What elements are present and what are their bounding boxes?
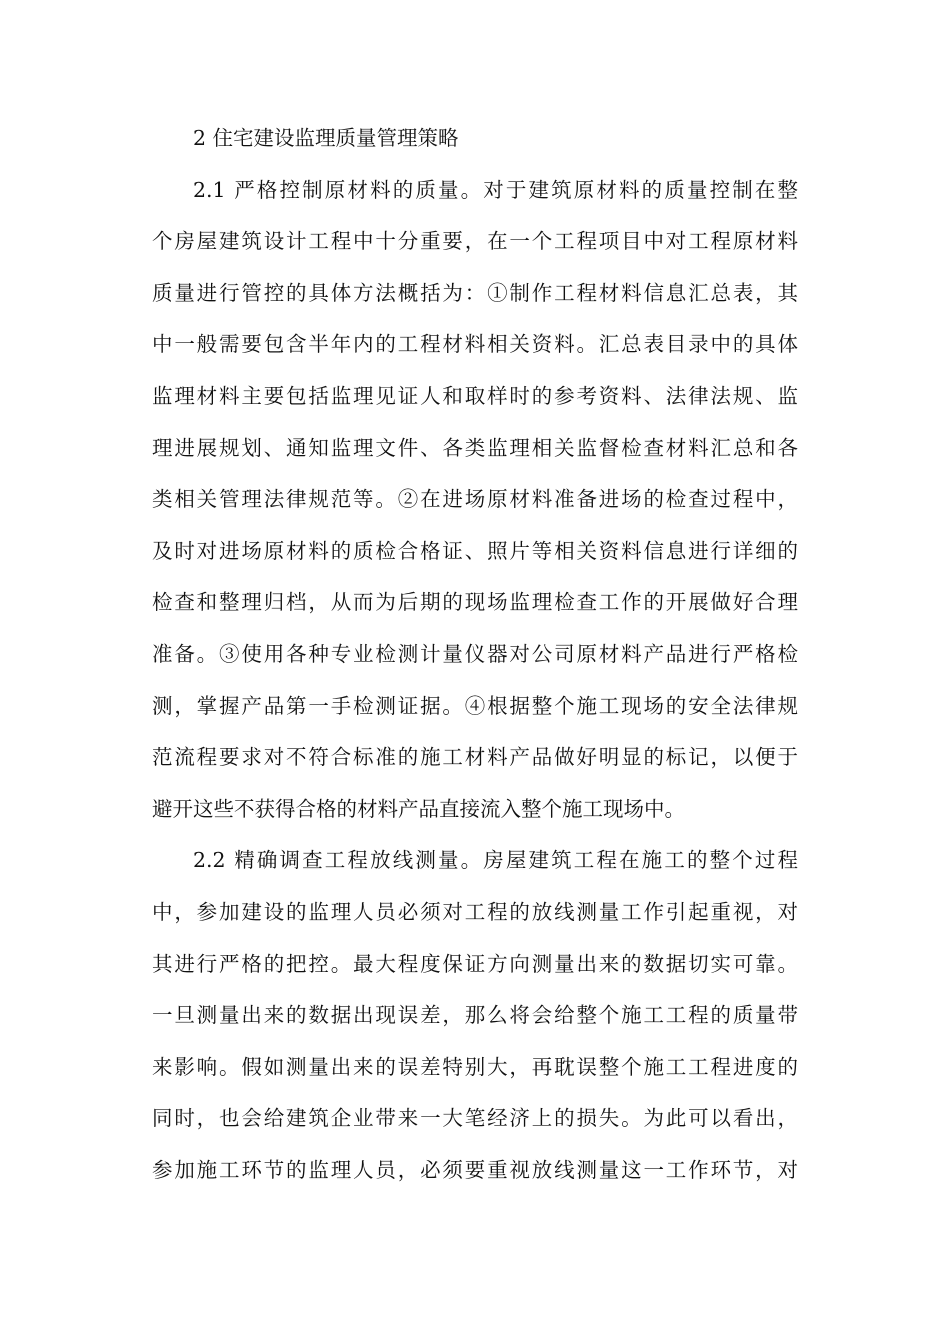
- paragraph-line: 及时对进场原材料的质检合格证、照片等相关资料信息进行详细的: [152, 538, 798, 563]
- paragraph-line: 准备。③使用各种专业检测计量仪器对公司原材料产品进行严格检: [152, 641, 798, 666]
- section-heading: 2 住宅建设监理质量管理策略: [193, 126, 459, 150]
- paragraph-line: 来影响。假如测量出来的误差特别大，再耽误整个施工工程进度的: [152, 1054, 798, 1079]
- document-body: [152, 117, 798, 1200]
- paragraph-line: 2.1 严格控制原材料的质量。对于建筑原材料的质量控制在整: [193, 177, 798, 202]
- paragraph-line: 中一般需要包含半年内的工程材料相关资料。汇总表目录中的具体: [152, 332, 798, 357]
- paragraph-line: 测，掌握产品第一手检测证据。④根据整个施工现场的安全法律规: [152, 693, 798, 718]
- paragraph-line: 同时，也会给建筑企业带来一大笔经济上的损失。为此可以看出，: [152, 1106, 798, 1131]
- paragraph-line: 个房屋建筑设计工程中十分重要，在一个工程项目中对工程原材料: [152, 229, 798, 254]
- paragraph-line: 检查和整理归档，从而为后期的现场监理检查工作的开展做好合理: [152, 590, 798, 615]
- paragraph-line: 类相关管理法律规范等。②在进场原材料准备进场的检查过程中，: [152, 487, 798, 512]
- paragraph-line: 中，参加建设的监理人员必须对工程的放线测量工作引起重视，对: [152, 899, 798, 924]
- paragraph-line: 质量进行管控的具体方法概括为：①制作工程材料信息汇总表，其: [152, 280, 798, 305]
- paragraph-line: 避开这些不获得合格的材料产品直接流入整个施工现场中。: [152, 796, 685, 821]
- paragraph-line: 参加施工环节的监理人员，必须要重视放线测量这一工作环节，对: [152, 1157, 798, 1182]
- paragraph-line: 一旦测量出来的数据出现误差，那么将会给整个施工工程的质量带: [152, 1003, 798, 1028]
- paragraph-line: 监理材料主要包括监理见证人和取样时的参考资料、法律法规、监: [152, 383, 798, 408]
- paragraph-line: 理进展规划、通知监理文件、各类监理相关监督检查材料汇总和各: [152, 435, 798, 460]
- paragraph-line: 2.2 精确调查工程放线测量。房屋建筑工程在施工的整个过程: [193, 848, 798, 873]
- paragraph-line: 范流程要求对不符合标准的施工材料产品做好明显的标记，以便于: [152, 745, 798, 770]
- paragraph-line: 其进行严格的把控。最大程度保证方向测量出来的数据切实可靠。: [152, 951, 798, 976]
